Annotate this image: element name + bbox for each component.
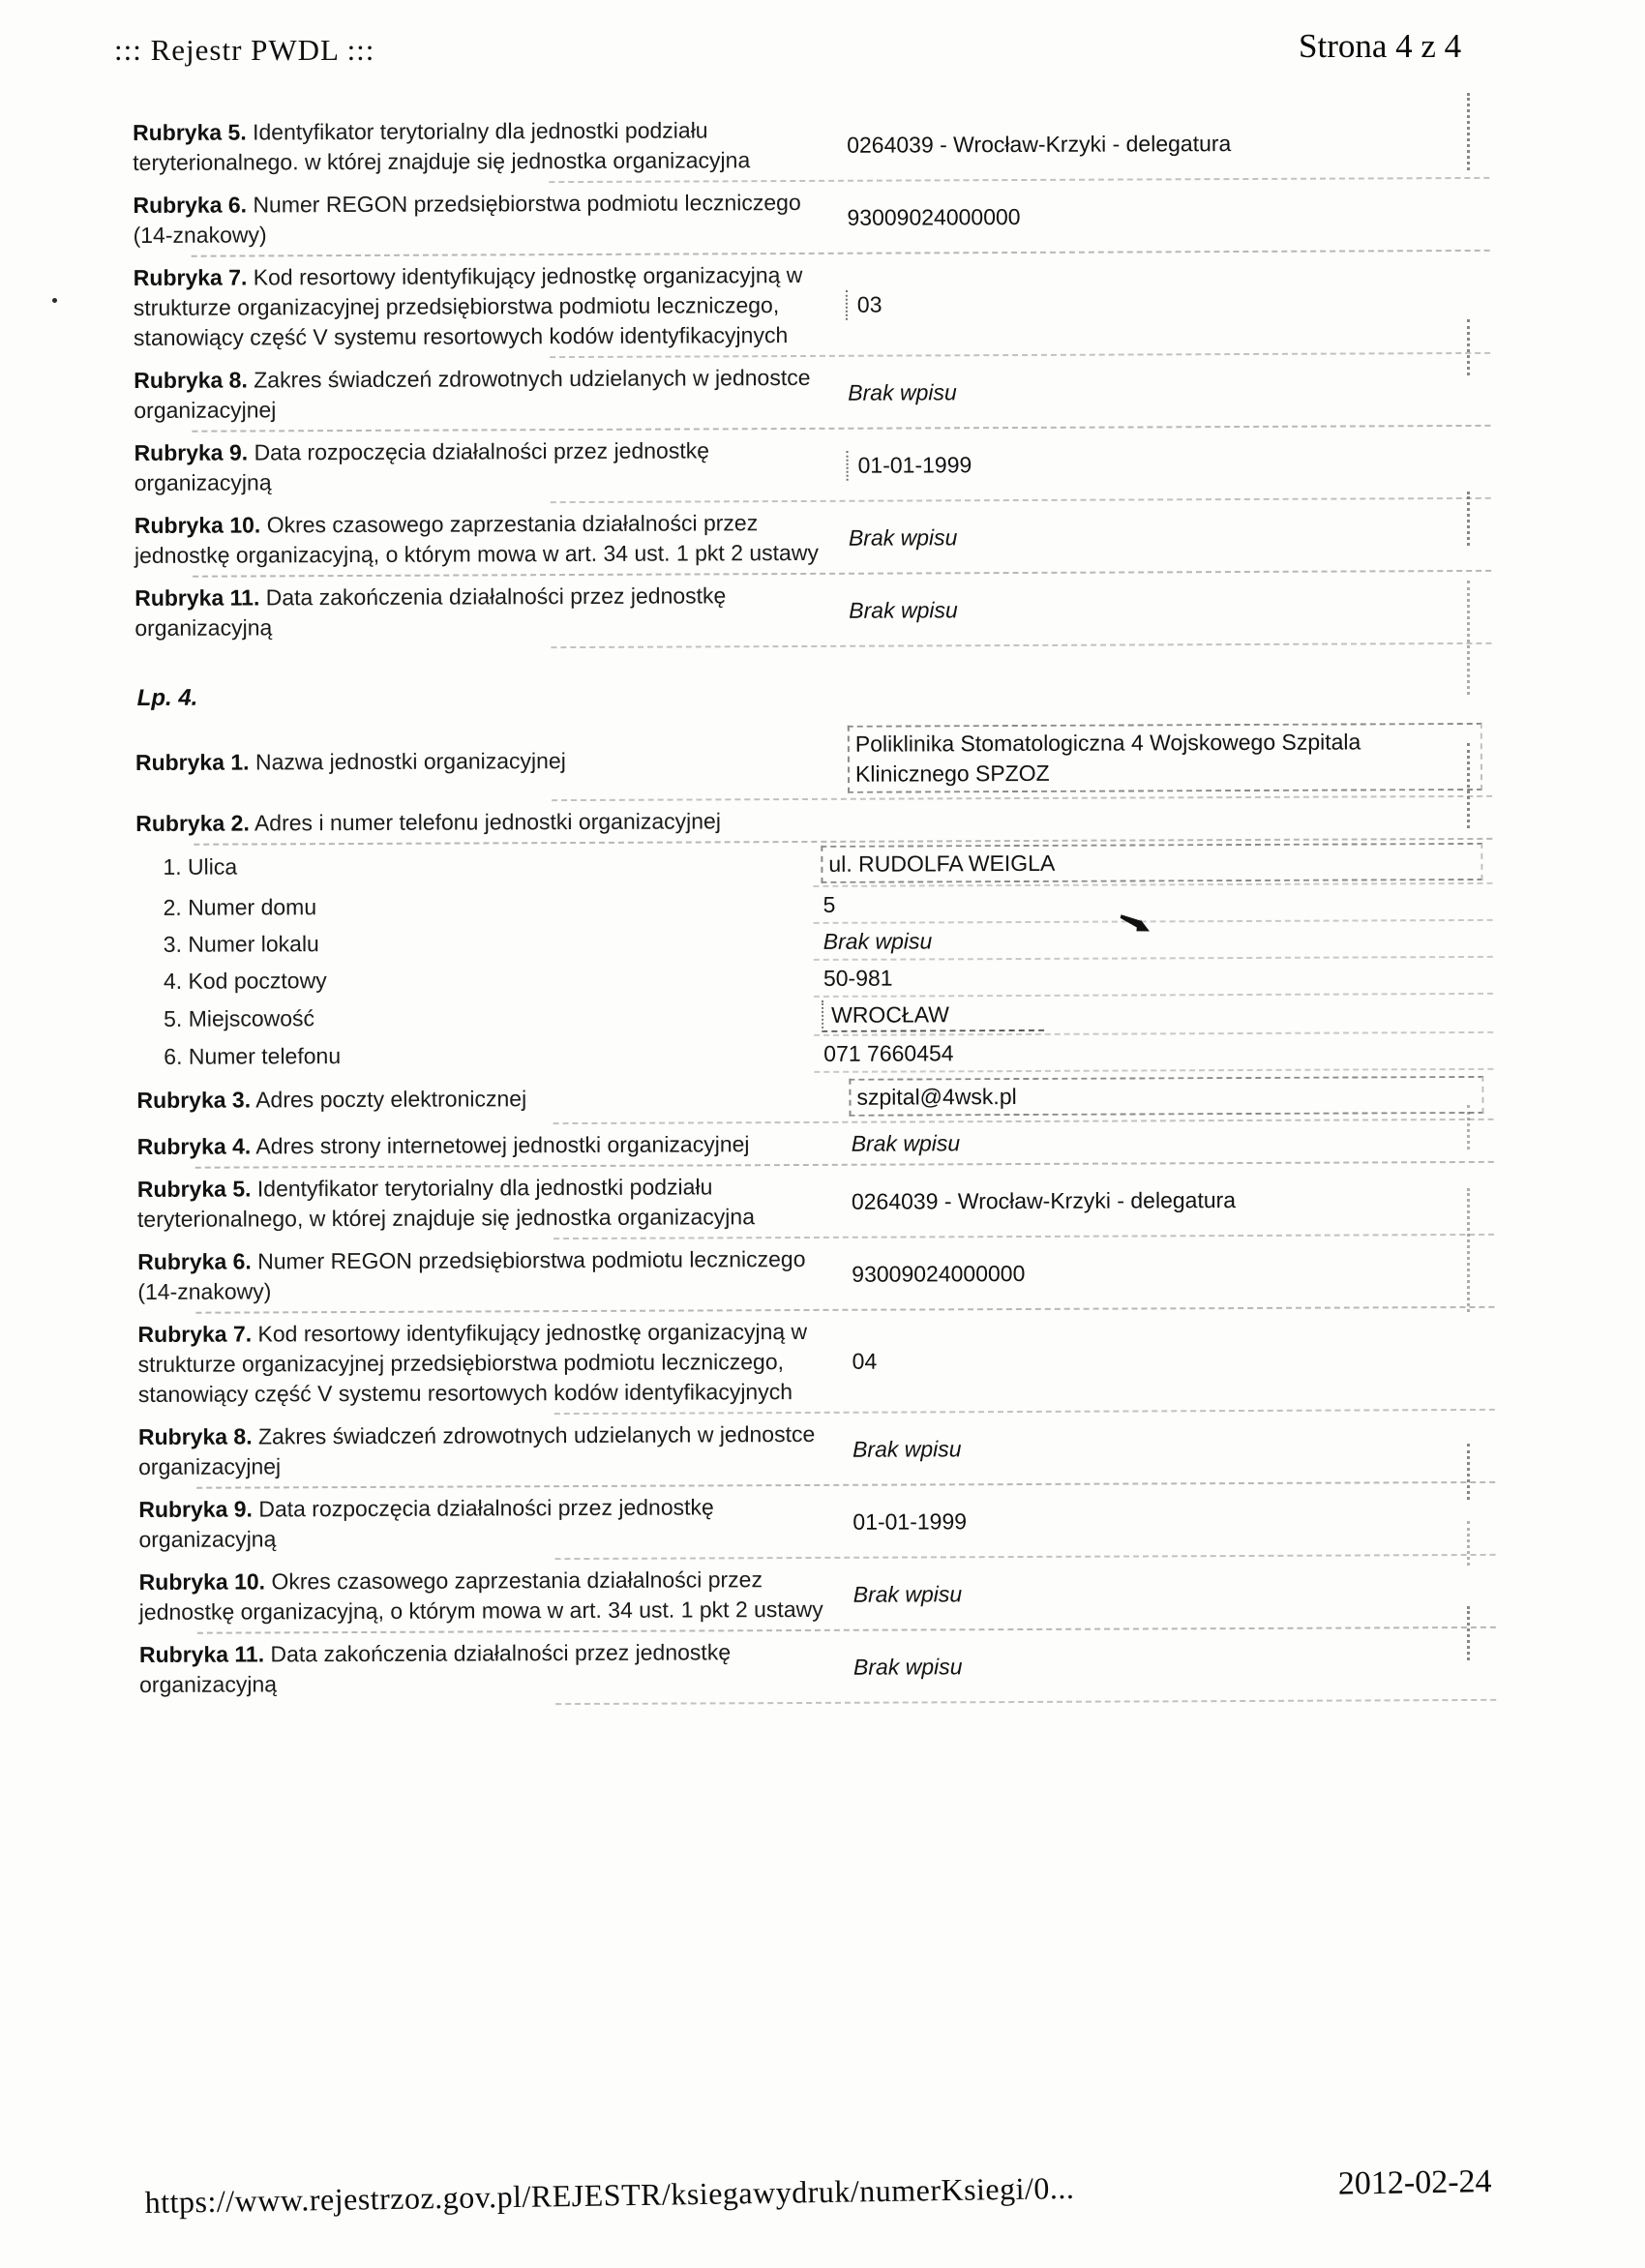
scan-dotted-line	[1467, 1521, 1470, 1566]
rubryka-label: Rubryka 5. Identyfikator terytorialny dla jednostki podziału teryterionalnego. w której znajduje się jednostka organizacyjna	[133, 117, 751, 175]
entry-address-rows	[135, 840, 1483, 1076]
registry-row	[134, 427, 1480, 505]
rubryka-number: Rubryka 7.	[133, 264, 248, 290]
rubryka-number: Rubryka 8.	[134, 367, 248, 393]
rubryka-label: Rubryka 9. Data rozpoczęcia działalności przez jednostkę organizacyjną	[134, 437, 710, 495]
print-footer	[144, 2164, 1491, 2222]
rubryka-value: Brak wpisu	[848, 378, 957, 405]
entry-rows-top	[135, 717, 1483, 846]
registry-row	[134, 252, 1480, 360]
scan-dotted-line	[1467, 743, 1470, 828]
registry-row	[138, 1411, 1485, 1489]
scan-dotted-line	[1467, 1444, 1470, 1500]
rubryka-value: Brak wpisu	[852, 1580, 963, 1607]
rubryka-label: Rubryka 3. Adres poczty elektronicznej	[136, 1086, 527, 1113]
address-field-label: 2. Numer domu	[163, 894, 317, 920]
address-field-value: 071 7660454	[823, 1040, 954, 1066]
rubryka-label: Rubryka 6. Numer REGON przedsiębiorstwa podmiotu leczniczego (14-znakowy)	[137, 1245, 806, 1304]
address-field-label: 5. Miejscowość	[164, 1005, 315, 1031]
registry-row	[137, 1120, 1484, 1169]
rubryka-value: 93009024000000	[852, 1260, 1026, 1287]
registry-row	[135, 572, 1481, 650]
rubryka-number: Rubryka 8.	[137, 1423, 253, 1449]
rubryka-value: 04	[852, 1348, 878, 1374]
address-sub-row	[136, 995, 1483, 1039]
rubryka-label: Rubryka 10. Okres czasowego zaprzestania działalności przez jednostkę organizacyjną, o którym mowa w art. 34 ust. 1 pkt 2 ustawy	[134, 510, 819, 568]
page-number-indicator: Strona 4 z 4	[1299, 27, 1462, 65]
address-field-value: WROCŁAW	[822, 1000, 1044, 1032]
rubryka-number: Rubryka 11.	[138, 1641, 265, 1667]
registry-row	[135, 499, 1481, 578]
rubryka-value: Brak wpisu	[851, 1130, 961, 1156]
address-field-label: 6. Numer telefonu	[164, 1043, 342, 1069]
rubryka-value: szpital@4wsk.pl	[849, 1076, 1483, 1117]
rubryka-number: Rubryka 5.	[136, 1176, 252, 1202]
document-title: ::: Rejestr PWDL :::	[114, 33, 375, 67]
address-field-value: Brak wpisu	[822, 928, 933, 954]
rubryka-number: Rubryka 9.	[134, 439, 249, 465]
rubryka-label: Rubryka 6. Numer REGON przedsiębiorstwa podmiotu leczniczego (14-znakowy)	[133, 189, 801, 248]
rubryka-number: Rubryka 7.	[137, 1321, 253, 1347]
registry-document-body	[133, 106, 1486, 1707]
rubryka-number: Rubryka 10.	[138, 1568, 266, 1595]
rubryka-label: Rubryka 11. Data zakończenia działalności przez jednostkę organizacyjną	[138, 1639, 732, 1697]
rubryka-label: Rubryka 11. Data zakończenia działalności przez jednostkę organizacyjną	[135, 582, 727, 641]
rubryka-number: Rubryka 2.	[135, 810, 250, 836]
rubryka-value: 03	[846, 287, 1480, 320]
scan-speck	[52, 298, 57, 303]
rubryka-value: Brak wpisu	[852, 1435, 962, 1462]
registry-row	[136, 1070, 1483, 1126]
rubryka-value	[848, 818, 1482, 821]
rubryka-value: Brak wpisu	[852, 1653, 963, 1680]
entry-rows-bottom	[136, 1070, 1486, 1707]
rubryka-number: Rubryka 3.	[136, 1087, 252, 1113]
registry-row	[137, 1236, 1484, 1314]
rubryka-value: Brak wpisu	[848, 523, 958, 551]
rubryka-value: Poliklinika Stomatologiczna 4 Wojskowego Szpitala Klinicznego SPZOZ	[848, 723, 1482, 793]
registry-row	[133, 179, 1480, 257]
address-field-label: 1. Ulica	[163, 853, 238, 880]
rubryka-number: Rubryka 11.	[135, 584, 260, 611]
rubryka-number: Rubryka 1.	[135, 748, 250, 775]
rubryka-label: Rubryka 2. Adres i numer telefonu jednostki organizacyjnej	[135, 808, 721, 836]
scan-dotted-line	[1467, 1188, 1470, 1312]
registry-row	[137, 1163, 1484, 1241]
scan-dotted-line	[1467, 93, 1470, 170]
scan-dotted-line	[1467, 1606, 1470, 1660]
footer-url: https://www.rejestrzoz.gov.pl/REJESTR/ksiegawydruk/numerKsiegi/0...	[144, 2169, 1075, 2221]
rubryka-number: Rubryka 9.	[138, 1496, 253, 1522]
registry-row	[139, 1556, 1486, 1634]
rubryka-label: Rubryka 1. Nazwa jednostki organizacyjnej	[135, 747, 566, 775]
address-sub-row	[136, 884, 1483, 927]
rubryka-label: Rubryka 9. Data rozpoczęcia działalności przez jednostkę organizacyjną	[138, 1494, 714, 1552]
registry-row	[135, 797, 1482, 846]
rubryka-number: Rubryka 10.	[134, 512, 261, 538]
rubryka-label: Rubryka 4. Adres strony internetowej jednostki organizacyjnej	[136, 1131, 750, 1159]
address-sub-row	[136, 958, 1483, 1000]
rubryka-value: 01-01-1999	[852, 1507, 968, 1535]
address-field-label: 4. Kod pocztowy	[163, 968, 327, 994]
rubryka-label: Rubryka 7. Kod resortowy identyfikujący jednostkę organizacyjną w strukturze organizacyjnej przedsiębiorstwa podmiotu leczniczego, stanowiący część V systemu resortowych kodów identyfikacyjnych	[137, 1318, 808, 1407]
rubryka-label: Rubryka 5. Identyfikator terytorialny dla jednostki podziału teryterionalnego, w której znajduje się jednostka organizacyjna	[136, 1174, 756, 1232]
continuation-section	[133, 106, 1481, 650]
rubryka-value: Brak wpisu	[849, 596, 958, 623]
address-field-value: 50-981	[822, 965, 893, 991]
address-field-value: 5	[822, 891, 836, 917]
rubryka-label: Rubryka 8. Zakres świadczeń zdrowotnych udzielanych w jednostce organizacyjnej	[134, 364, 811, 423]
rubryka-label: Rubryka 10. Okres czasowego zaprzestania działalności przez jednostkę organizacyjną, o którym mowa w art. 34 ust. 1 pkt 2 ustawy	[138, 1567, 823, 1625]
scan-dotted-line	[1467, 319, 1470, 375]
registry-row	[134, 354, 1480, 433]
rubryka-label: Rubryka 8. Zakres świadczeń zdrowotnych udzielanych w jednostce organizacyjnej	[137, 1420, 816, 1479]
entry-number-heading: Lp. 4.	[136, 684, 198, 711]
rubryka-value: 01-01-1999	[847, 447, 1481, 480]
scan-dotted-line	[1467, 581, 1470, 695]
rubryka-label: Rubryka 7. Kod resortowy identyfikujący jednostkę organizacyjną w strukturze organizacyjnej przedsiębiorstwa podmiotu leczniczego, stanowiący część V systemu resortowych kodów identyfikacyjnych	[133, 261, 803, 350]
address-sub-row	[135, 840, 1482, 890]
rubryka-value: 0264039 - Wrocław-Krzyki - delegatura	[847, 130, 1232, 158]
rubryka-number: Rubryka 5.	[133, 119, 247, 145]
address-field-value: ul. RUDOLFA WEIGLA	[821, 843, 1482, 883]
rubryka-number: Rubryka 4.	[136, 1133, 252, 1159]
registry-row	[137, 1308, 1484, 1417]
rubryka-value: 0264039 - Wrocław-Krzyki - delegatura	[851, 1186, 1237, 1214]
address-field-label: 3. Numer lokalu	[163, 931, 319, 957]
address-sub-row	[136, 921, 1483, 964]
address-sub-row	[136, 1033, 1483, 1076]
registry-row	[135, 717, 1482, 803]
rubryka-number: Rubryka 6.	[137, 1248, 252, 1274]
rubryka-value: 93009024000000	[847, 203, 1021, 230]
registry-row	[133, 106, 1480, 185]
registry-row	[139, 1628, 1486, 1707]
scan-dotted-line	[1467, 492, 1470, 546]
registry-row	[138, 1483, 1485, 1562]
scan-dotted-line	[1467, 1105, 1470, 1149]
footer-date: 2012-02-24	[1337, 2164, 1492, 2202]
entry-section	[135, 717, 1486, 1707]
rubryka-number: Rubryka 6.	[133, 192, 248, 218]
